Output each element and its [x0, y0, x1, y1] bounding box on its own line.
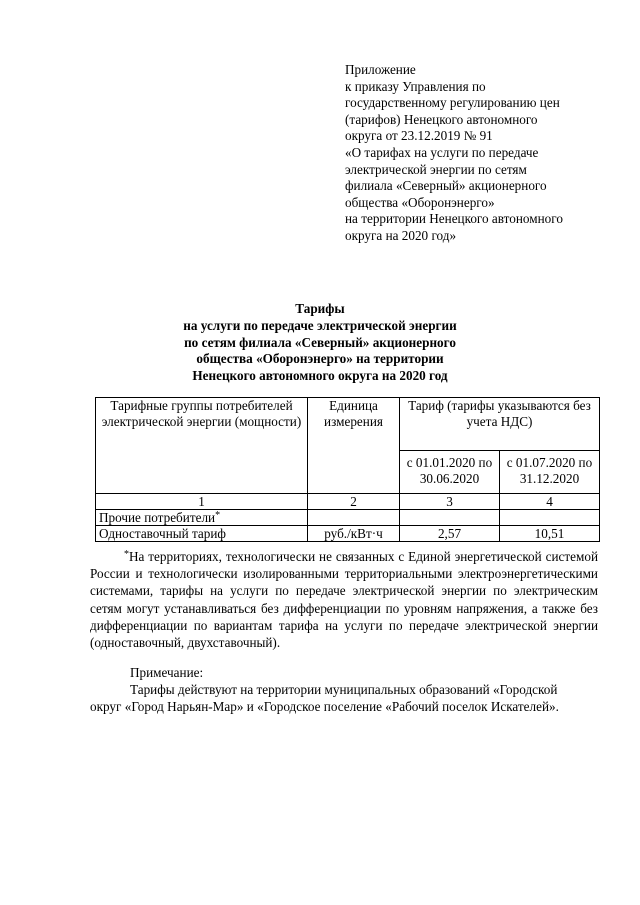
header-tariff: Тариф (тарифы указываются без учета НДС) [400, 398, 600, 451]
tariff-unit: руб./кВт·ч [308, 526, 400, 542]
annex-line: филиала «Северный» акционерного [345, 178, 547, 194]
column-number: 2 [308, 494, 400, 510]
group-row-label [96, 510, 308, 526]
footnote-text: На территориях, технологически не связанных с Единой энергетической системой России и технологически изолированными территориальными электроэнергетическими системами, тарифы на услуги по передаче электрической энергии по электрическим сетям могут устанавливаться без дифференциации по уровням напряжения, а также без дифференциации по вариантам тарифа на услуги по передаче электрической энергии (одноставочный, двухставочный). [90, 549, 598, 651]
header-unit: Единица измерения [308, 398, 400, 494]
annex-line: электрической энергии по сетям [345, 161, 527, 177]
annex-line: общества «Оборонэнерго» [345, 194, 495, 210]
tariff-name: Одноставочный тариф [96, 526, 308, 542]
annex-line: на территории Ненецкого автономного [345, 211, 563, 227]
title-line: на услуги по передаче электрической энергии [183, 317, 457, 333]
tariff-value-1: 2,57 [400, 526, 500, 542]
header-period-1: с 01.01.2020 по 30.06.2020 [400, 451, 500, 494]
note-text-line-2: округ «Город Нарьян-Мар» и «Городское поселение «Рабочий поселок Искателей». [90, 699, 559, 715]
title-line: Ненецкого автономного округа на 2020 год [192, 368, 448, 384]
column-number: 4 [500, 494, 600, 510]
document-title [120, 301, 520, 385]
annex-line: «О тарифах на услуги по передаче [345, 144, 539, 160]
column-number: 3 [400, 494, 500, 510]
header-consumer-groups: Тарифные группы потребителей электрической энергии (мощности) [96, 398, 308, 494]
annex-line: округа от 23.12.2019 № 91 [345, 128, 493, 144]
footnote [90, 548, 598, 651]
note [90, 664, 600, 716]
header-period-2: с 01.07.2020 по 31.12.2020 [500, 451, 600, 494]
title-line: Тарифы [295, 301, 345, 316]
footnote-mark: * [215, 510, 221, 521]
empty-cell [308, 510, 400, 526]
tariff-value-2: 10,51 [500, 526, 600, 542]
empty-cell [400, 510, 500, 526]
footnote-mark: * [124, 549, 129, 560]
group-label: Прочие потребители [99, 510, 216, 525]
annex-line: (тарифов) Ненецкого автономного [345, 111, 538, 127]
tariff-table [95, 397, 600, 542]
empty-cell [500, 510, 600, 526]
annex-line: округа на 2020 год» [345, 227, 457, 243]
annex-line: Приложение [345, 62, 416, 77]
note-text-line-1: Тарифы действуют на территории муниципальных образований «Городской [130, 682, 558, 698]
note-label: Примечание: [130, 665, 204, 680]
annex-line: к приказу Управления по [345, 78, 486, 94]
title-line: общества «Оборонэнерго» на территории [196, 351, 444, 367]
annex-line: государственному регулированию цен [345, 95, 560, 111]
annex-header [345, 62, 615, 245]
column-number: 1 [96, 494, 308, 510]
title-line: по сетям филиала «Северный» акционерного [184, 334, 456, 350]
